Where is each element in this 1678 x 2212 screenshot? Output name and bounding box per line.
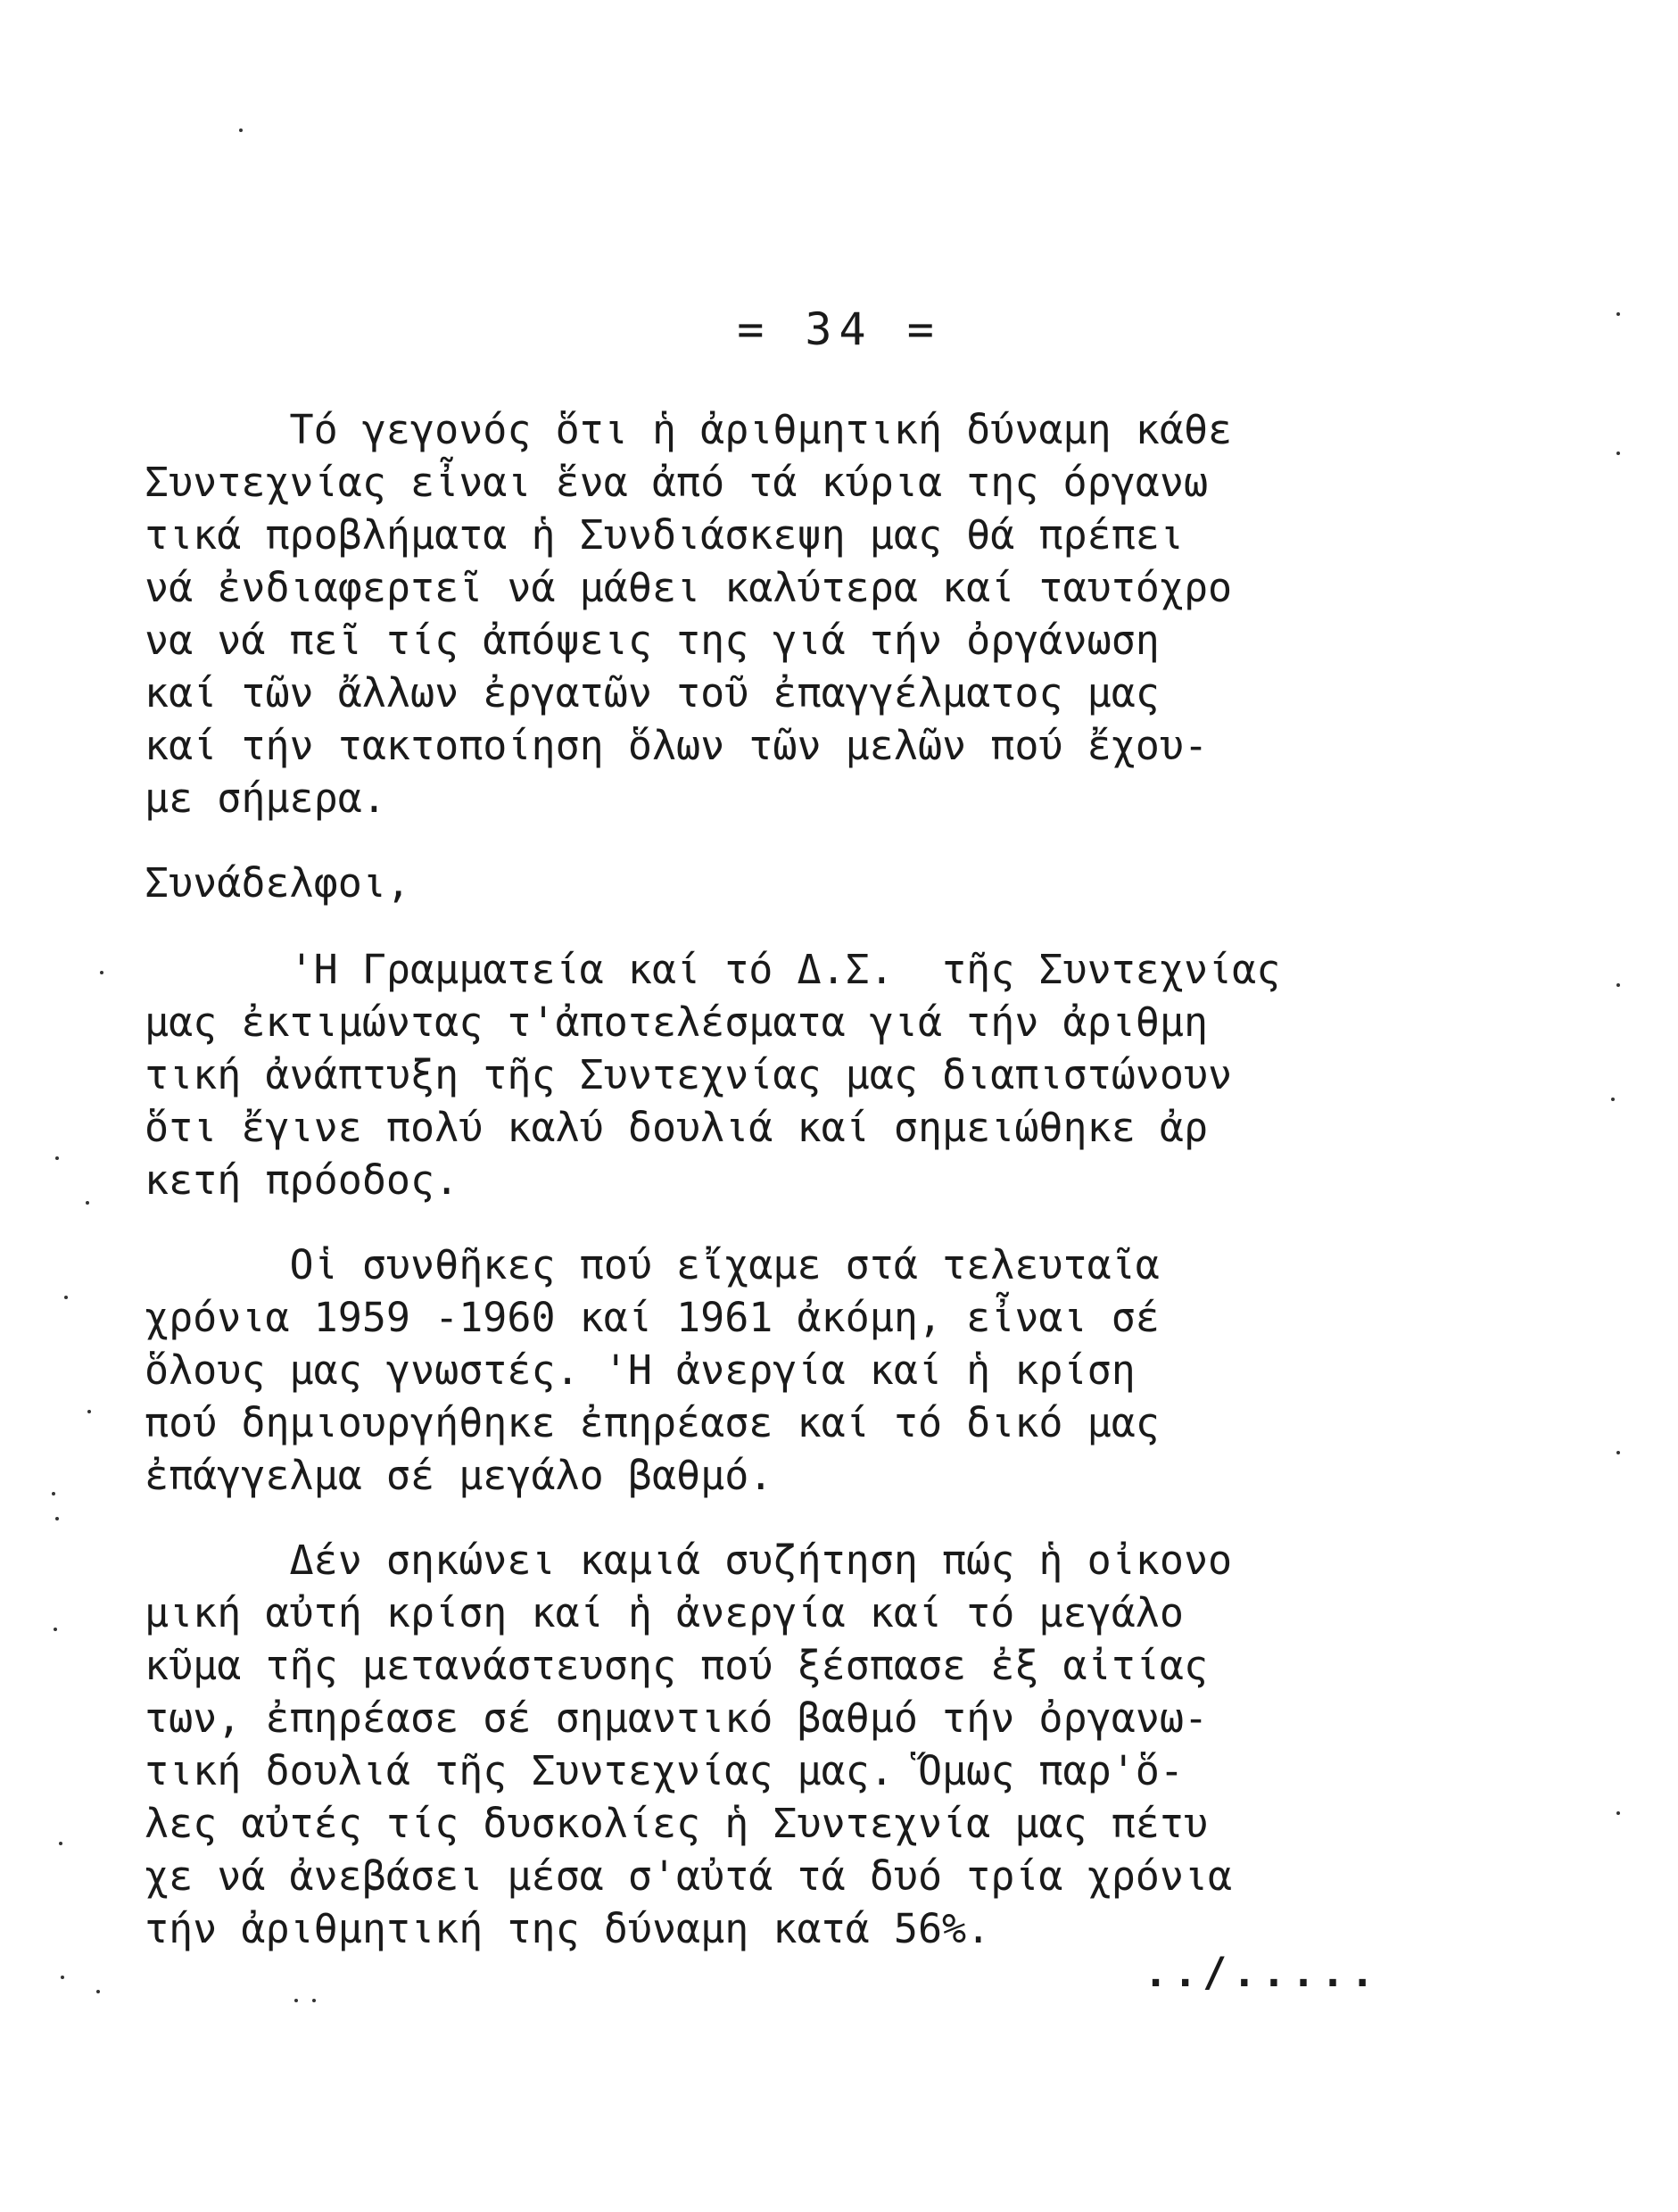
- scan-speck: [1616, 452, 1620, 455]
- text-line: ἐπάγγελμα σέ μεγάλο βαθμό.: [145, 1452, 773, 1499]
- text-line: χρόνια 1959 -1960 καί 1961 ἀκόμη, εἶναι σέ: [145, 1294, 1160, 1341]
- salutation: [145, 857, 1367, 909]
- scan-speck: [54, 1628, 57, 1631]
- text-line: μας ἐκτιμώντας τ'ἀποτελέσματα γιά τήν ἀριθμη: [145, 998, 1209, 1046]
- text-line: με σήμερα.: [145, 775, 386, 822]
- scan-speck: [87, 1410, 91, 1413]
- text-line: καί τῶν ἄλλων ἐργατῶν τοῦ ἐπαγγέλματος μας: [145, 669, 1160, 717]
- text-line: τική δουλιά τῆς Συντεχνίας μας. Ὅμως παρ'ὅ-: [145, 1747, 1184, 1794]
- text-line: καί τήν τακτοποίηση ὅλων τῶν μελῶν πού ἔχου-: [145, 722, 1209, 769]
- text-line: Τό γεγονός ὅτι ἡ ἀριθμητική δύναμη κάθε: [145, 406, 1233, 453]
- scan-speck: [312, 1999, 316, 2002]
- scan-speck: [55, 1156, 59, 1160]
- paragraph-secretariat-assessment: [145, 943, 1367, 1206]
- scan-speck: [100, 971, 103, 974]
- text-line: μική αὐτή κρίση καί ἡ ἀνεργία καί τό μεγάλο: [145, 1589, 1184, 1636]
- text-line: τική ἀνάπτυξη τῆς Συντεχνίας μας διαπιστώνουν: [145, 1051, 1233, 1098]
- scan-speck: [1616, 1811, 1620, 1815]
- scan-speck: [1616, 312, 1620, 316]
- typed-text-body: [145, 403, 1367, 1987]
- scan-speck: [86, 1201, 89, 1205]
- scan-speck: [1611, 1098, 1615, 1101]
- text-line: τικά προβλήματα ἡ Συνδιάσκεψη μας θά πρέπει: [145, 511, 1184, 559]
- paragraph-membership-strength: [145, 403, 1367, 824]
- text-line: Συνάδελφοι,: [145, 859, 411, 907]
- text-line: Οἱ συνθῆκες πού εἴχαμε στά τελευταῖα: [145, 1241, 1160, 1288]
- text-line: ὅτι ἔγινε πολύ καλύ δουλιά καί σημειώθηκε ἀρ: [145, 1104, 1209, 1151]
- scan-speck: [59, 1842, 62, 1845]
- scan-speck: [239, 128, 243, 132]
- text-line: χε νά ἀνεβάσει μέσα σ'αὐτά τά δυό τρία χρόνια: [145, 1852, 1233, 1900]
- text-line: Δέν σηκώνει καμιά συζήτηση πώς ἡ οἰκονο: [145, 1537, 1233, 1584]
- page-number: = 34 =: [737, 303, 941, 355]
- scan-speck: [52, 1492, 55, 1495]
- text-line: τήν ἀριθμητική της δύναμη κατά 56%.: [145, 1905, 991, 1952]
- scan-speck: [96, 1990, 100, 1993]
- continuation-mark: ../.....: [1144, 1949, 1380, 1996]
- scan-speck: [55, 1517, 59, 1520]
- scan-speck: [1616, 983, 1620, 987]
- text-line: κετή πρόοδος.: [145, 1156, 459, 1204]
- text-line: νά ἐνδιαφερτεῖ νά μάθει καλύτερα καί ταυτόχρο: [145, 564, 1233, 611]
- text-line: Συντεχνίας εἶναι ἕνα ἀπό τά κύρια της όργανω: [145, 459, 1209, 506]
- scan-speck: [64, 1296, 68, 1299]
- scan-speck: [1616, 1451, 1620, 1454]
- paragraph-conditions: [145, 1239, 1367, 1502]
- text-line: κῦμα τῆς μετανάστευσης πού ξέσπασε ἐξ αἰτίας: [145, 1642, 1209, 1689]
- scan-speck: [61, 1976, 64, 1979]
- text-line: πού δημιουργήθηκε ἐπηρέασε καί τό δικό μας: [145, 1399, 1160, 1446]
- text-line: των, ἐπηρέασε σέ σημαντικό βαθμό τήν ὀργανω-: [145, 1694, 1209, 1742]
- text-line: 'Η Γραμματεία καί τό Δ.Σ. τῆς Συντεχνίας: [145, 946, 1281, 993]
- scan-speck: [294, 1999, 298, 2002]
- text-line: να νά πεῖ τίς ἀπόψεις της γιά τήν ὀργάνωση: [145, 617, 1160, 664]
- text-line: ὅλους μας γνωστές. 'Η ἀνεργία καί ἡ κρίση: [145, 1346, 1136, 1394]
- text-line: λες αὐτές τίς δυσκολίες ἡ Συντεχνία μας πέτυ: [145, 1800, 1209, 1847]
- paragraph-economic-crisis: [145, 1534, 1367, 1955]
